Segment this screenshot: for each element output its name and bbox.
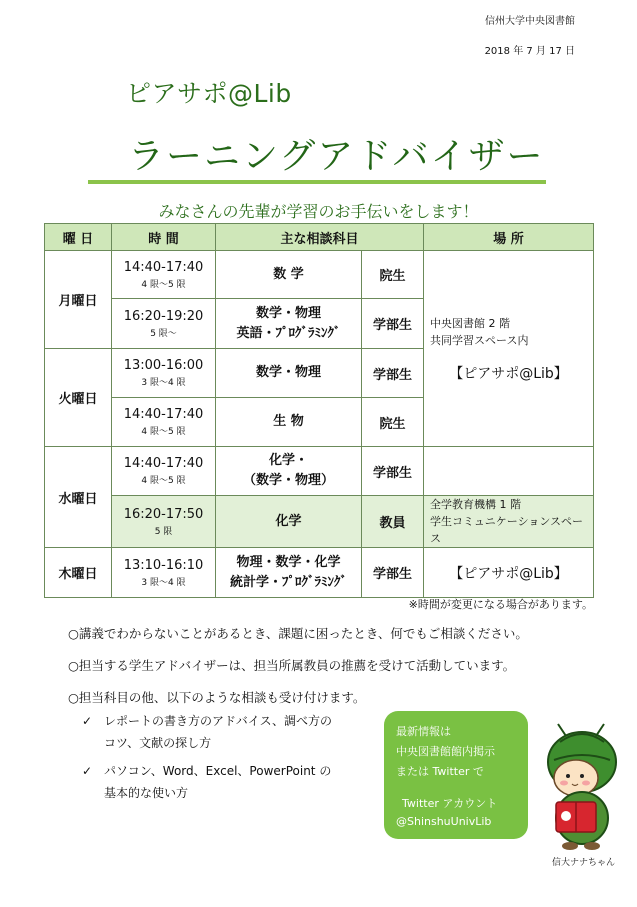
time-cell [112, 496, 216, 548]
checkmark-icon: ✓ [82, 764, 93, 778]
period-range: 4 限～5 限 [141, 476, 186, 486]
time-range: 13:00-16:00 [123, 358, 204, 373]
header-subject: 主な相談科目 [216, 224, 424, 251]
mascot-caption: 信大ナナちゃん [552, 858, 616, 868]
advisor-cell: 教員 [362, 496, 424, 548]
period-range: 5 限～ [150, 328, 177, 339]
subject-cell [216, 496, 362, 548]
time-range: 14:40-17:40 [123, 259, 204, 275]
time-cell [112, 548, 216, 598]
time-cell [112, 251, 216, 299]
subject-cell [216, 299, 362, 349]
subject-line: 数学・物理 [255, 365, 321, 380]
advisor-cell: 学部生 [362, 548, 424, 598]
sub-title: ピアサポ@Lib [126, 79, 292, 108]
place-name: 【ピアサポ@Lib】 [449, 565, 568, 582]
table-header-row [45, 224, 594, 251]
table-row [45, 548, 594, 598]
day-cell-wed: 水曜日 [45, 447, 112, 548]
day-cell-mon: 月曜日 [45, 251, 112, 349]
bullet-item: ○担当科目の他、以下のような相談も受け付けます。 [68, 690, 366, 705]
subject-line: 生 物 [273, 414, 304, 429]
subject-line: 数学・物理 [255, 305, 321, 321]
table-row [45, 251, 594, 299]
place-cell-thu [424, 548, 594, 598]
subject-cell [216, 251, 362, 299]
subject-line-2: 英語・ﾌﾟﾛｸﾞﾗﾐﾝｸﾞ [236, 325, 341, 341]
advisor-cell: 院生 [362, 251, 424, 299]
place-line-2: 学生コミュニケーションスペース [430, 515, 584, 545]
advisor-cell: 院生 [362, 398, 424, 447]
title-underline [88, 180, 546, 184]
advisor-cell: 学部生 [362, 447, 424, 496]
subject-cell [216, 349, 362, 398]
subject-line: 化学・ [268, 453, 308, 468]
day-cell-tue: 火曜日 [45, 349, 112, 447]
table-row [45, 496, 594, 548]
check-line-2: コツ、文献の探し方 [104, 736, 212, 750]
info-box [384, 711, 528, 839]
place-cell-wed-top [424, 447, 594, 496]
time-cell [112, 299, 216, 349]
time-range: 14:40-17:40 [123, 407, 204, 422]
place-cell-main [424, 251, 594, 447]
time-range: 16:20-17:50 [123, 506, 204, 522]
time-cell [112, 398, 216, 447]
subject-line: 化学 [275, 513, 302, 529]
organization-name: 信州大学中央図書館 [485, 16, 575, 27]
subject-cell [216, 447, 362, 496]
time-range: 16:20-19:20 [123, 308, 204, 324]
period-range: 3 限～4 限 [141, 378, 186, 388]
info-line-1: 最新情報は [396, 725, 451, 738]
info-line-4: Twitter アカウント [402, 797, 498, 810]
header-time: 時 間 [112, 224, 216, 251]
bullet-item: ○担当する学生アドバイザーは、担当所属教員の推薦を受けて活動しています。 [68, 658, 516, 673]
period-range: 5 限 [154, 526, 173, 537]
check-line-2: 基本的な使い方 [104, 786, 189, 800]
issue-date: 2018 年 7 月 17 日 [484, 46, 575, 57]
header-day: 曜 日 [45, 224, 112, 251]
schedule-table [44, 223, 594, 598]
day-cell-thu: 木曜日 [45, 548, 112, 598]
subject-cell [216, 548, 362, 598]
header-place: 場 所 [424, 224, 594, 251]
advisor-cell: 学部生 [362, 299, 424, 349]
mascot-illustration [530, 720, 630, 870]
subject-line: 物理・数学・化学 [236, 554, 341, 570]
time-range: 14:40-17:40 [123, 456, 204, 471]
subject-line-2: （数学・物理） [242, 473, 334, 488]
check-item [82, 760, 372, 804]
check-line-1: パソコン、Word、Excel、PowerPoint の [104, 764, 332, 778]
twitter-account: @ShinshuUnivLib [396, 815, 492, 828]
time-cell [112, 447, 216, 496]
advisor-cell: 学部生 [362, 349, 424, 398]
check-item [82, 710, 372, 754]
period-range: 3 限～4 限 [141, 577, 186, 588]
subject-line: 数 学 [273, 266, 304, 282]
place-line-1: 全学教育機構 1 階 [430, 498, 522, 511]
period-range: 4 限～5 限 [141, 427, 186, 437]
table-row [45, 447, 594, 496]
subject-line-2: 統計学・ﾌﾟﾛｸﾞﾗﾐﾝｸﾞ [229, 574, 347, 590]
info-line-3: または Twitter で [396, 765, 484, 778]
period-range: 4 限～5 限 [141, 279, 186, 290]
check-line-1: レポートの書き方のアドバイス、調べ方の [104, 714, 333, 728]
time-range: 13:10-16:10 [123, 557, 204, 573]
place-line-2: 共同学習スペース内 [430, 333, 529, 347]
place-name: 【ピアサポ@Lib】 [449, 365, 568, 382]
info-line-2: 中央図書館館内掲示 [396, 745, 495, 758]
tagline: みなさんの先輩が学習のお手伝いをします！ [158, 202, 479, 221]
place-cell-wed [424, 496, 594, 548]
schedule-note: ※時間が変更になる場合があります。 [408, 598, 593, 611]
checkmark-icon: ✓ [82, 714, 93, 728]
page-title: ラーニングアドバイザー [128, 136, 545, 177]
subject-cell [216, 398, 362, 447]
time-cell [112, 349, 216, 398]
bullet-item: ○講義でわからないことがあるとき、課題に困ったとき、何でもご相談ください。 [68, 626, 528, 641]
place-line-1: 中央図書館 2 階 [430, 316, 511, 330]
